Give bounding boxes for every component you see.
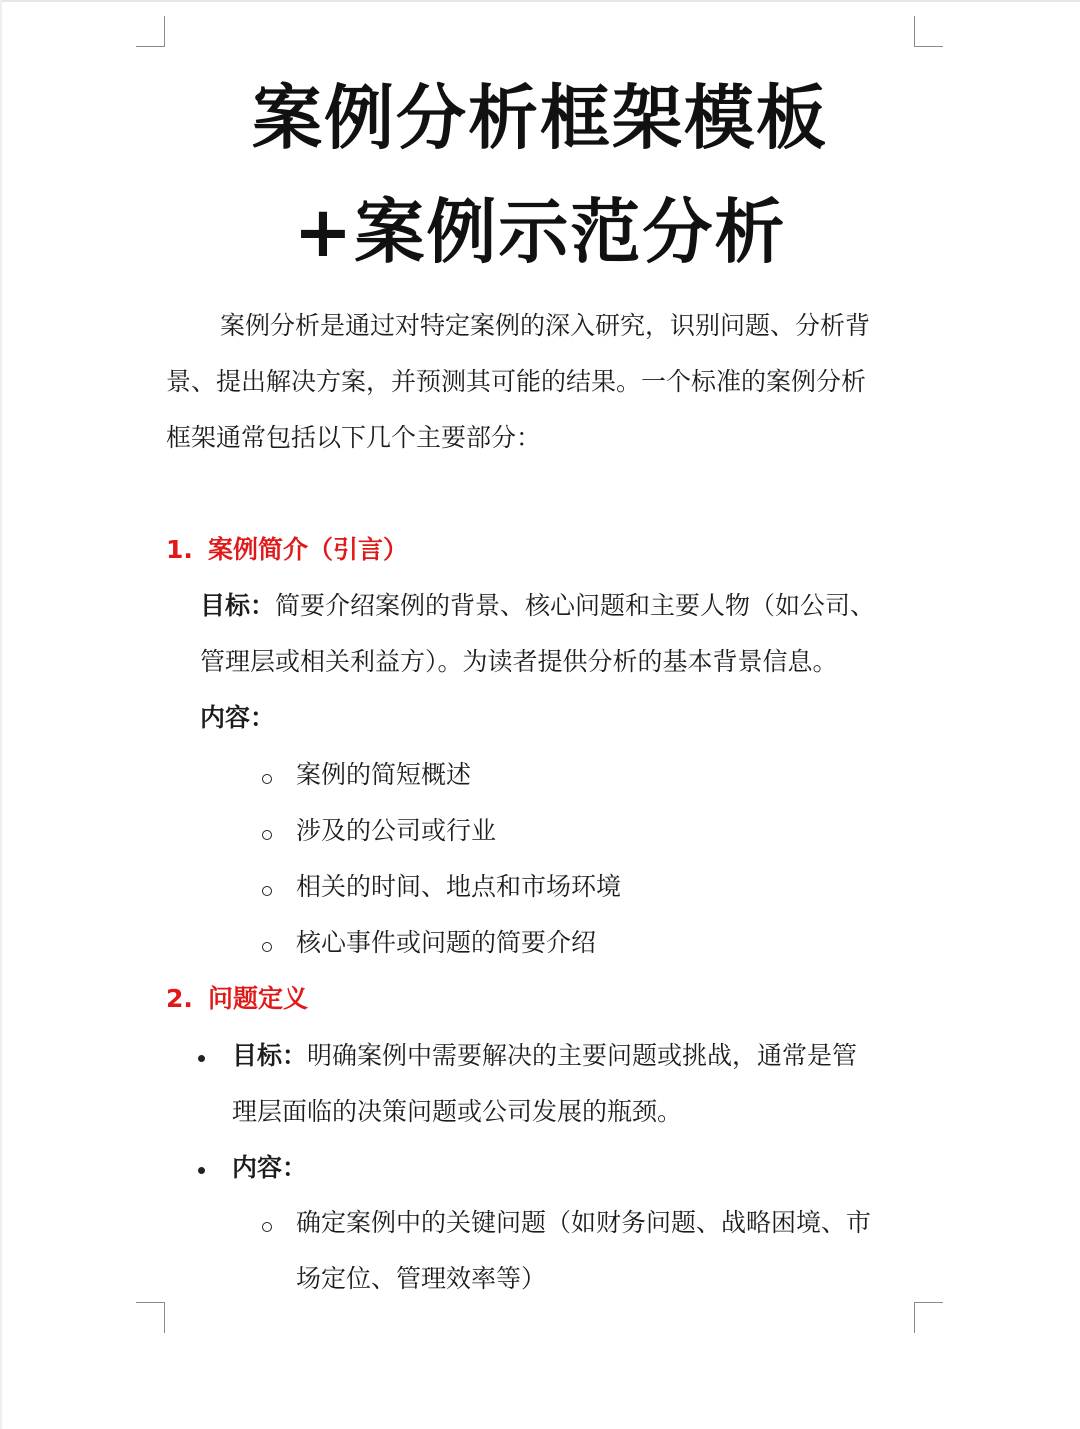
section-2-item-1-line-2: 场定位、管理效率等） [296, 1264, 547, 1293]
section-2-goal-line-2: 理层面临的决策问题或公司发展的瓶颈。 [232, 1097, 683, 1126]
section-1-heading [166, 533, 408, 567]
section-1-goal-line-1 [200, 589, 875, 623]
hollow-bullet-icon [262, 1222, 272, 1232]
section-1-content-label: 内容： [200, 703, 276, 732]
filled-bullet-icon [198, 1167, 205, 1174]
document-title-line-1: 案例分析框架模板 [252, 77, 828, 159]
section-2-goal-label: 目标： [232, 1041, 308, 1070]
section-2-title: 问题定义 [208, 984, 309, 1013]
hollow-bullet-icon [262, 886, 272, 896]
intro-line-2: 景、提出解决方案，并预测其可能的结果。一个标准的案例分析 [166, 367, 867, 396]
section-1-goal-label: 目标： [200, 591, 276, 620]
intro-line-1: 案例分析是通过对特定案例的深入研究，识别问题、分析背 [220, 311, 871, 340]
section-2-number: 2. [166, 984, 193, 1013]
crop-mark-top-left [136, 16, 165, 47]
section-1-item-4: 核心事件或问题的简要介绍 [296, 928, 597, 957]
section-1-item-3: 相关的时间、地点和市场环境 [296, 872, 622, 901]
section-1-goal-line-2: 管理层或相关利益方）。为读者提供分析的基本背景信息。 [200, 647, 838, 676]
filled-bullet-icon [198, 1055, 205, 1062]
section-1-item-2: 涉及的公司或行业 [296, 816, 497, 845]
section-2-content-label: 内容： [232, 1153, 308, 1182]
crop-mark-bottom-left [136, 1302, 165, 1333]
section-1-title: 案例简介（引言） [208, 535, 409, 564]
hollow-bullet-icon [262, 830, 272, 840]
section-1-number: 1. [166, 535, 193, 564]
section-1-goal-text: 简要介绍案例的背景、核心问题和主要人物（如公司、 [275, 591, 876, 620]
section-2-goal-line-1 [232, 1039, 857, 1073]
crop-mark-bottom-right [914, 1302, 943, 1333]
hollow-bullet-icon [262, 774, 272, 784]
section-2-heading [166, 982, 308, 1016]
hollow-bullet-icon [262, 942, 272, 952]
document-title-line-2: +案例示范分析 [293, 191, 787, 273]
crop-mark-top-right [914, 16, 943, 47]
page-top-edge [0, 0, 1080, 2]
section-2-goal-text: 明确案例中需要解决的主要问题或挑战，通常是管 [307, 1041, 858, 1070]
section-2-item-1-line-1: 确定案例中的关键问题（如财务问题、战略困境、市 [296, 1208, 872, 1237]
intro-line-3: 框架通常包括以下几个主要部分： [166, 423, 542, 452]
section-1-item-1: 案例的简短概述 [296, 760, 472, 789]
